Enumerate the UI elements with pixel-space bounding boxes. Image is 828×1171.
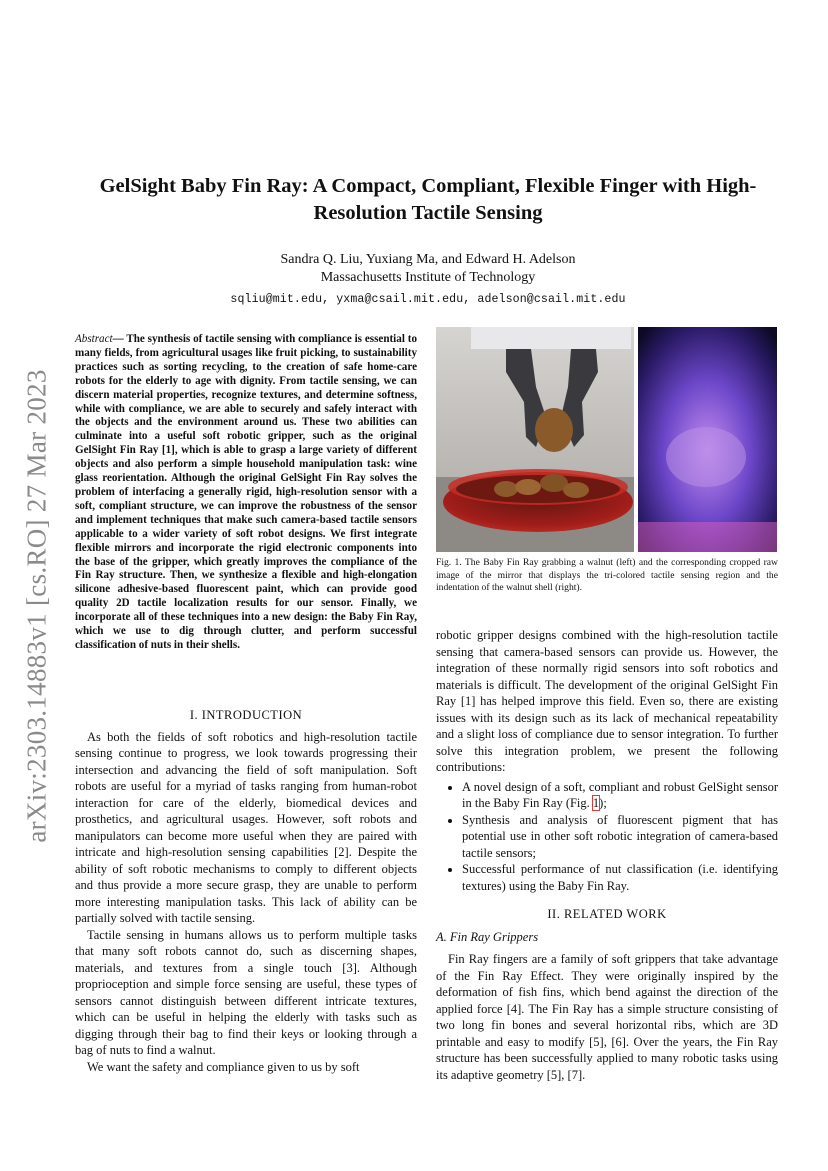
- affiliation: Massachusetts Institute of Technology: [320, 270, 536, 285]
- abstract: [75, 333, 417, 653]
- arxiv-watermark: [22, 356, 52, 856]
- contribution-text: A novel design of a soft, compliant and robust GelSight sensor in the Baby Fin Ray (Fig.: [462, 779, 778, 810]
- author-names: Sandra Q. Liu, Yuxiang Ma, and Edward H. Adelson: [280, 252, 576, 267]
- intro-paragraph-1: As both the fields of soft robotics and high-resolution tactile sensing continue to progress, we look towards progressing their intersection and advancing the field of soft manipulation. Soft robots are useful for a myriad of tasks ranging from human-robot interaction for care of the elderly, biomedical devices and prosthetics, and agricultural usages. However, soft robots and manipulators can become more useful when they are paired with intricate and high-resolution sensing capabilities [2]. Despite the ability of soft robotic mechanisms to comply to different objects and thus provide a more secure grasp, they are unable to perform more interesting manipulation tasks. This lack of ability can be partially solved with tactile sensing.: [75, 729, 417, 925]
- contribution-item: • Successful performance of nut classification (i.e. identifying textures) using the Baby Fin Ray.: [462, 861, 778, 894]
- contribution-item: • Synthesis and analysis of fluorescent pigment that has potential use in other soft robotic integration of camera-based tactile sensors;: [462, 812, 778, 862]
- figure-1-image: [436, 327, 777, 552]
- right-column-text: [436, 627, 778, 1083]
- tactile-bottom-glow: [638, 522, 777, 552]
- walnut-1: [494, 481, 518, 497]
- section-title-related-work: II. RELATED WORK: [547, 907, 667, 921]
- contribution-text-end: );: [599, 796, 607, 810]
- figure-1-caption: Fig. 1. The Baby Fin Ray grabbing a walnut (left) and the corresponding cropped raw image of the mirror that displays the tri-colored tactile sensing region and the indentation of the walnut shell (right).: [436, 557, 778, 594]
- gripper-base: [471, 327, 631, 349]
- intro-paragraph-2: Tactile sensing in humans allows us to perform multiple tasks that many soft robots cannot do, such as discerning shapes, materials, and textures from a single touch [3]. Although proprioception and simple force sensing are useful, these types of sensors cannot distinguish between different intricate textures, which can be useful in helping the elderly with tasks such as digging through their bag to find their keys or looking through a bag of nuts to find a walnut.: [75, 927, 417, 1057]
- walnut-2: [515, 479, 541, 495]
- introduction-section: [75, 707, 417, 1075]
- contributions-list: [436, 779, 778, 895]
- contribution-item: [462, 779, 778, 812]
- abstract-text: — The synthesis of tactile sensing with compliance is essential to many fields, from agricultural usages like fruit picking, to sustainability practices such as sorting recycling, to the creation of safe home-care robots for the elderly to age with dignity. From tactile sensing, we can discern material properties, recognize textures, and determine softness, while with compliance, we are able to securely and safely interact with the objects and the environment around us. These two abilities can culminate into a useful soft robotic gripper, such as the original GelSight Fin Ray [1], which is able to grasp a large variety of different objects and also perform a simple household manipulation task: wine glass reorientation. Although the original GelSight Fin Ray solves the problem of interfacing a generally rigid, high-resolution sensor with a soft, compliant structure, we can improve the robustness of the sensor and implement techniques that make such camera-based tactile sensors applicable to a wider variety of soft robot designs. We first integrate flexible mirrors and incorporate the rigid electronic components into the base of the gripper, which greatly improves the compliance of the Fin Ray structure. Then, we synthesize a flexible and high-elongation silicone adhesive-based fluorescent paint, which can provide good quality 2D tactile localization results for our sensor. Finally, we incorporate all of these techniques into a new design: the Baby Fin Ray, which we use to dig through clutter, and perform successful classification of nuts in their shells.: [75, 333, 417, 651]
- figure-link[interactable]: 1: [592, 796, 600, 810]
- walnut-indentation: [666, 427, 746, 487]
- author-emails: sqliu@mit.edu, yxma@csail.mit.edu, adelson@csail.mit.edu: [230, 293, 626, 306]
- walnut-4: [563, 482, 589, 498]
- related-paragraph-1: Fin Ray fingers are a family of soft grippers that take advantage of the Fin Ray Effect. They were originally inspired by the deformation of fish fins, which bend against the direction of the applied force [4]. The Fin Ray has a simple structure consisting of two long fin bones and several horizontal ribs, which are 3D printable and easy to modify [5], [6]. Over the years, the Fin Ray structure has been successfully applied to many robotic tasks using its adaptive geometry [5], [7].: [436, 952, 778, 1082]
- subsection-title: A. Fin Ray Grippers: [436, 929, 539, 944]
- arxiv-identifier: arXiv:2303.14883v1 [cs.RO] 27 Mar 2023: [21, 369, 52, 843]
- section-title-introduction: I. INTRODUCTION: [189, 708, 303, 722]
- figure-1: [436, 327, 777, 552]
- contributions-intro: robotic gripper designs combined with the high-resolution tactile sensing that camera-based sensors can provide us. However, the integration of these normally rigid sensors into soft robotics and materials is difficult. The development of the original GelSight Fin Ray [1] has helped improve this field. Even so, there are existing issues with its design such as its lack of mechanical repeatability and a slight loss of compliance due to sensor integration. To further solve this integration problem, we present the following contributions:: [436, 628, 778, 774]
- intro-paragraph-3: We want the safety and compliance given to us by soft: [87, 1059, 360, 1074]
- abstract-label: Abstract: [75, 333, 113, 345]
- paper-title: GelSight Baby Fin Ray: A Compact, Compliant, Flexible Finger with High-Resolution Tactile Sensing: [99, 175, 757, 224]
- author-block: [60, 251, 796, 309]
- walnut-held: [535, 408, 573, 452]
